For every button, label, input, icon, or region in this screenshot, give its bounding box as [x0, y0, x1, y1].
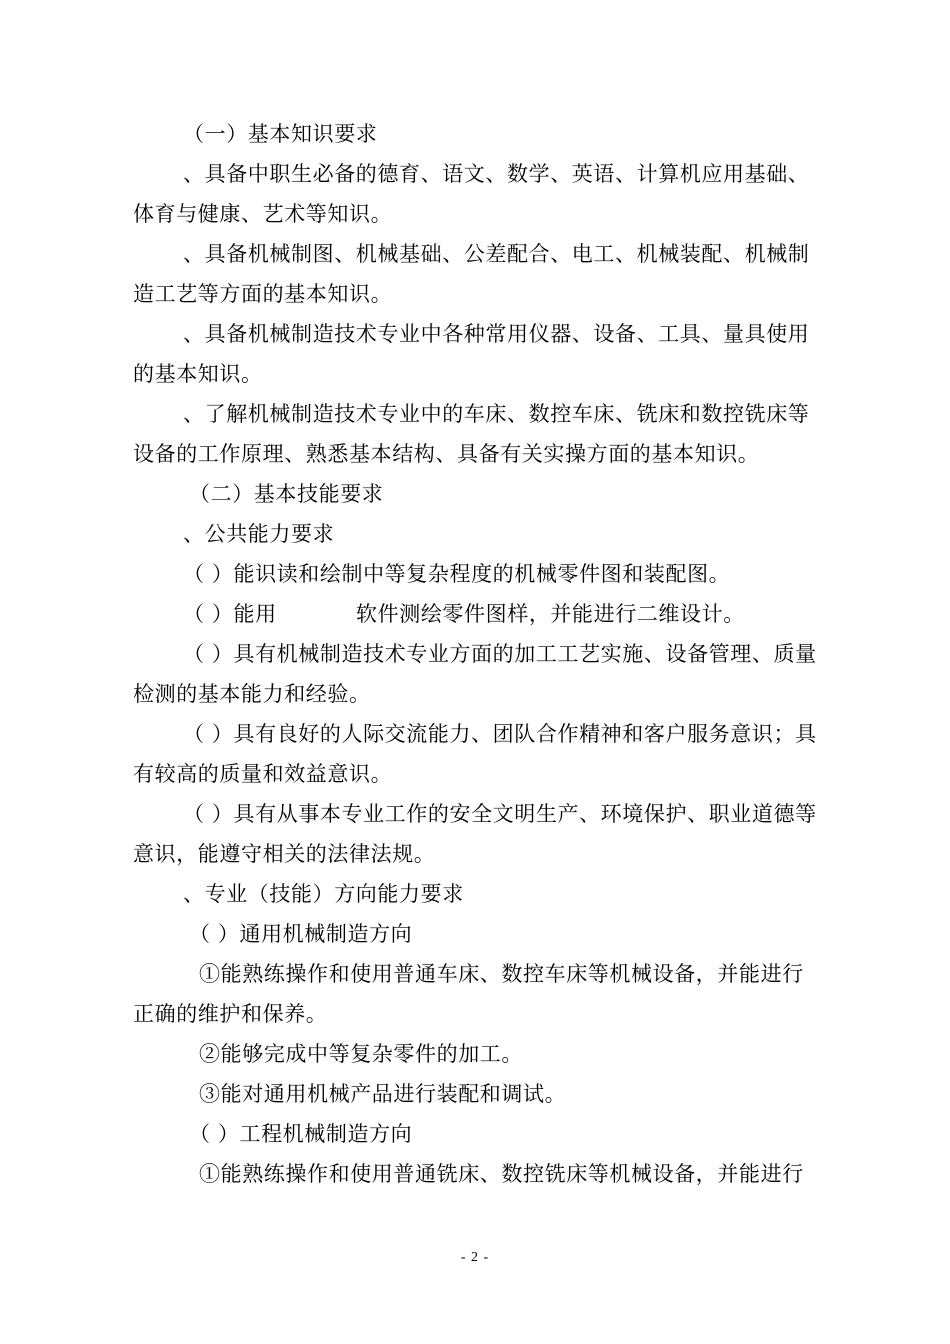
paragraph-line: （ ）具有从事本专业工作的安全文明生产、环境保护、职业道德等 [183, 802, 817, 826]
paragraph-line: 检测的基本能力和经验。 [133, 682, 371, 706]
paragraph-line: 、具备中职生必备的德育、语文、数学、英语、计算机应用基础、 [183, 162, 810, 186]
paragraph-line: 有较高的质量和效益意识。 [133, 762, 393, 786]
paragraph-line: （ ）能用 软件测绘零件图样，并能进行二维设计。 [183, 602, 745, 626]
subheading-public-ability: 、公共能力要求 [183, 522, 335, 546]
paragraph-line: ③能对通用机械产品进行装配和调试。 [199, 1082, 567, 1106]
subheading-general-machinery: （ ）通用机械制造方向 [189, 922, 413, 946]
paragraph-line: （ ）具有良好的人际交流能力、团队合作精神和客户服务意识；具 [183, 722, 817, 746]
paragraph-line: ②能够完成中等复杂零件的加工。 [199, 1042, 523, 1066]
paragraph-line: 、具备机械制图、机械基础、公差配合、电工、机械装配、机械制 [183, 242, 810, 266]
subheading-specialty-ability: 、专业（技能）方向能力要求 [183, 882, 464, 906]
paragraph-line: 、具备机械制造技术专业中各种常用仪器、设备、工具、量具使用 [183, 322, 810, 346]
paragraph-line: 、了解机械制造技术专业中的车床、数控车床、铣床和数控铣床等 [183, 402, 810, 426]
paragraph-line: 的基本知识。 [133, 362, 263, 386]
paragraph-line: ①能熟练操作和使用普通车床、数控车床等机械设备，并能进行 [199, 962, 804, 986]
subheading-engineering-machinery: （ ）工程机械制造方向 [189, 1122, 413, 1146]
heading-basic-skills: （二）基本技能要求 [189, 482, 384, 506]
paragraph-line: 正确的维护和保养。 [133, 1002, 328, 1026]
heading-basic-knowledge: （一）基本知识要求 [183, 122, 378, 146]
paragraph-line: ①能熟练操作和使用普通铣床、数控铣床等机械设备，并能进行 [199, 1162, 804, 1186]
paragraph-line: 体育与健康、艺术等知识。 [133, 202, 393, 226]
paragraph-line: 造工艺等方面的基本知识。 [133, 282, 393, 306]
page-number: - 2 - [460, 1250, 490, 1265]
paragraph-line: 意识，能遵守相关的法律法规。 [133, 842, 436, 866]
paragraph-line: 设备的工作原理、熟悉基本结构、具备有关实操方面的基本知识。 [133, 442, 760, 466]
paragraph-line: （ ）具有机械制造技术专业方面的加工工艺实施、设备管理、质量 [183, 642, 817, 666]
paragraph-line: （ ）能识读和绘制中等复杂程度的机械零件图和装配图。 [183, 562, 731, 586]
